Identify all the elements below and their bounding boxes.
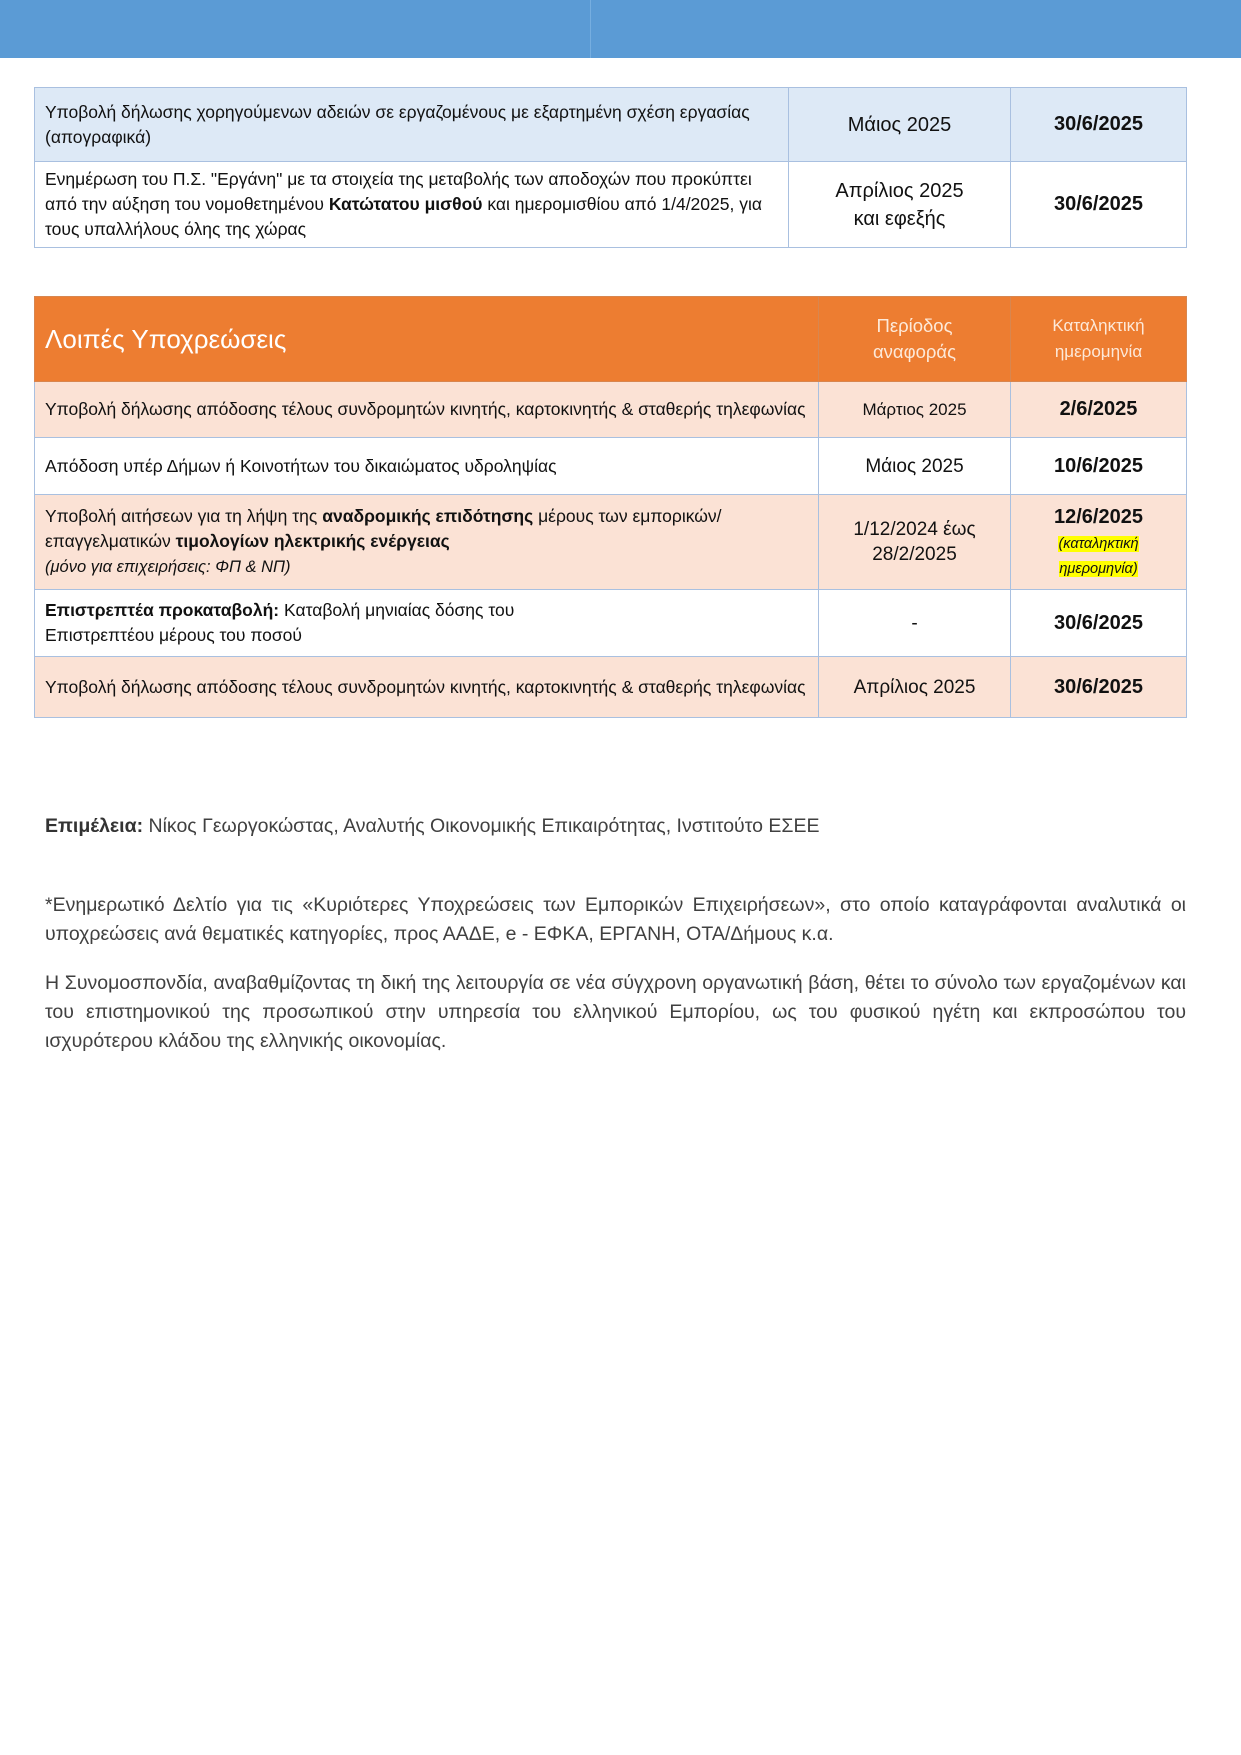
newsletter-note: *Ενημερωτικό Δελτίο για τις «Κυριότερες Υποχρεώσεις των Εμπορικών Επιχειρήσεων», στο οποίο καταγράφονται αναλυτικά οι υποχρεώσεις ανά θεματικές κατηγορίες, προς ΑΑΔΕ, e - ΕΦΚΑ, ΕΡΓΑΝΗ, ΟΤΑ/Δήμους κ.α. [45,894,1186,945]
row-period: Μάιος 2025 [789,88,1011,162]
row-deadline: 2/6/2025 [1011,382,1187,438]
row-period: Απρίλιος 2025 [819,657,1011,718]
table-row [35,162,1187,248]
bold-term: Επιστρεπτέα προκαταβολή: [45,600,280,620]
row-deadline: 10/6/2025 [1011,438,1187,495]
row-deadline: 30/6/2025 [1011,590,1187,657]
row-period: Απρίλιος 2025 και εφεξής [789,162,1011,248]
table-title: Λοιπές Υποχρεώσεις [35,297,819,382]
column-header-period: Περίοδος αναφοράς [819,297,1011,382]
row-description: Υποβολή δήλωσης απόδοσης τέλους συνδρομητών κινητής, καρτοκινητής & σταθερής τηλεφωνίας [35,657,819,718]
row-description: Υποβολή δήλωσης απόδοσης τέλους συνδρομητών κινητής, καρτοκινητής & σταθερής τηλεφωνίας [35,382,819,438]
row-period: Μάρτιος 2025 [819,382,1011,438]
banner-divider [590,0,591,58]
row-deadline: 30/6/2025 [1011,88,1187,162]
table-header [35,297,1187,382]
deadline-highlight-note: (καταληκτική ημερομηνία) [1058,535,1139,577]
bold-term: τιμολογίων ηλεκτρικής ενέργειας [175,531,450,551]
row-deadline: 30/6/2025 [1011,657,1187,718]
table-row [35,382,1187,438]
table-row [35,438,1187,495]
other-obligations-table [34,296,1187,718]
row-note: (μόνο για επιχειρήσεις: ΦΠ & ΝΠ) [45,558,291,576]
row-period: - [819,590,1011,657]
bold-term: Κατώτατου μισθού [328,194,483,214]
table-row [35,495,1187,590]
column-header-deadline: Καταληκτική ημερομηνία [1011,297,1187,382]
row-deadline: 30/6/2025 [1011,162,1187,248]
table-row [35,657,1187,718]
row-description: Υποβολή δήλωσης χορηγούμενων αδειών σε εργαζομένους με εξαρτημένη σχέση εργασίας (απογραφικά) [35,88,789,162]
credit-label: Επιμέλεια: [45,815,144,837]
row-description: Επιστρεπτέα προκαταβολή: Καταβολή μηνιαίας δόσης του Επιστρεπτέου μέρους του ποσού [35,590,819,657]
row-description: Ενημέρωση του Π.Σ. "Εργάνη" με τα στοιχεία της μεταβολής των αποδοχών που προκύπτει από την αύξηση του νομοθετημένου Κατώτατου μισθού και ημερομισθίου από 1/4/2025, για τους υπαλλήλους όλης της χώρας [35,162,789,248]
row-description: Υποβολή αιτήσεων για τη λήψη της αναδρομικής επιδότησης μέρους των εμπορικών/επαγγελματικών τιμολογίων ηλεκτρικής ενέργειας (μόνο για επιχειρήσεις: ΦΠ & ΝΠ) [35,495,819,590]
credit-text: Νίκος Γεωργοκώστας, Αναλυτής Οικονομικής Επικαιρότητας, Ινστιτούτο ΕΣΕΕ [143,815,820,837]
confederation-statement: Η Συνομοσπονδία, αναβαθμίζοντας τη δική της λειτουργία σε νέα σύγχρονη οργανωτική βάση, θέτει το σύνολο των εργαζομένων και του επιστημονικού της προσωπικού στην υπηρεσία του ελληνικού Εμπορίου, ως του φυσικού ηγέτη και εκπροσώπου του ισχυρότερου κλάδου της ελληνικής οικονομίας. [45,972,1186,1052]
bold-term: αναδρομικής επιδότησης [322,506,534,526]
row-deadline: 12/6/2025 (καταληκτική ημερομηνία) [1011,495,1187,590]
credit-line [45,815,819,838]
obligations-table-continued [34,87,1187,248]
row-period: Μάιος 2025 [819,438,1011,495]
row-description: Απόδοση υπέρ Δήμων ή Κοινοτήτων του δικαιώματος υδροληψίας [35,438,819,495]
header-banner [0,0,1241,58]
table-row [35,590,1187,657]
table-row [35,88,1187,162]
row-period: 1/12/2024 έως 28/2/2025 [819,495,1011,590]
